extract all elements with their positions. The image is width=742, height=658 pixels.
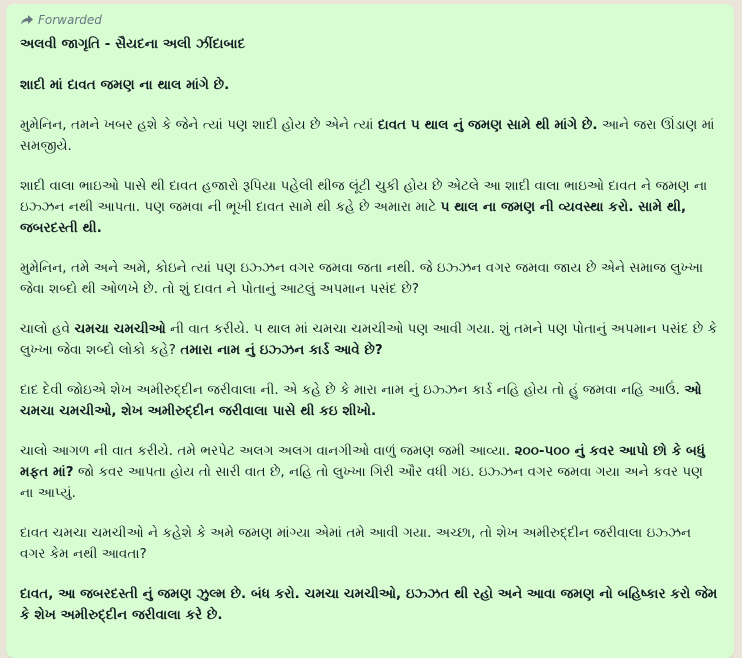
forwarded-indicator	[20, 12, 720, 28]
paragraph-8: દાવત ચમચા ચમચીઓ ને કહેશે કે અમે જમણ માંગ્યા એમાં તમે આવી ગયા. અચ્છા, તો શેખ અમીરુદ્દીન જરીવાલા ઇઝ્ઝન વગર કેમ નથી આવતા?	[20, 526, 692, 562]
paragraph-1: શાદી માં દાવત જમણ ના થાલ માંગે છે.	[20, 78, 230, 93]
forwarded-label: Forwarded	[38, 13, 102, 27]
message-text	[20, 34, 720, 626]
paragraph-5: ચાલો હવે ચમચા ચમચીઓ ની વાત કરીયે. ૫ થાલ માં ચમચા ચમચીઓ પણ આવી ગયા. શું તમને પણ પોતાનું અપમાન પસંદ છે કે લુખ્ખા જેવા શબ્દો લોકો કહે? તમારા નામ નું ઇઝ્ઝન કાર્ડ આવે છે?	[20, 322, 718, 358]
paragraph-4: મુમેનિન, તમે અને અમે, કોઇને ત્યાં પણ ઇઝ્ઝન વગર જમવા જતા નથી. જે ઇઝ્ઝન વગર જમવા જાય છે એને સમાજ લુખ્ખા જેવા શબ્દો થી ઓળખે છે. તો શું દાવત ને પોતાનું આટલું અપમાન પસંદ છે?	[20, 261, 704, 297]
forward-arrow-icon	[20, 14, 34, 26]
paragraph-3: શાદી વાલા ભાઇઓ પાસે થી દાવત હજારો રૂપિયા પહેલી થીજ લૂંટી ચુકી હોય છે એટલે આ શાદી વાલા ભાઇઓ દાવત ને જમણ ના ઇઝ્ઝન નથી આપતા. પણ જમવા ની ભૂખી દાવત સામે થી કહે છે અમારા માટે ૫ થાલ ના જમણ ની વ્યવસ્થા કરો. સામે થી, જબરદસ્તી થી.	[20, 179, 708, 236]
paragraph-6: દાદ દેવી જોઇએ શેખ અમીરુદ્દીન જરીવાલા ની. એ કહે છે કે મારા નામ નું ઇઝ્ઝન કાર્ડ નહિ હોય તો હું જમવા નહિ આઉં. ઓ ચમચા ચમચીઓ, શેખ અમીરુદ્દીન જરીવાલા પાસે થી કઇ શીખો.	[20, 383, 702, 419]
paragraph-9: દાવત, આ જબરદસ્તી નું જમણ ઝુલ્મ છે. બંધ કરો. ચમચા ચમચીઓ, ઇઝ્ઝત થી રહો અને આવા જમણ નો બહિષ્કાર કરો જેમ કે શેખ અમીરુદ્દીન જરીવાલા કરે છે.	[20, 587, 718, 623]
message-title: અલવી જાગૃતિ - સૈયદના અલી ઝીંદાબાદ	[20, 37, 246, 52]
paragraph-7: ચાલો આગળ ની વાત કરીયે. તમે ભરપેટ અલગ અલગ વાનગીઓ વાળું જમણ જમી આવ્યા. ૨૦૦-૫૦૦ નું કવર આપો છો કે બધું મફત માં? જો કવર આપતા હોય તો સારી વાત છે, નહિ તો લુખ્ખા ગિરી ઔર વધી ગઇ. ઇઝ્ઝન વગર જમવા ગયા અને કવર પણ ના આપ્યું.	[20, 444, 706, 501]
message-bubble[interactable]	[6, 4, 734, 658]
paragraph-2: મુમેનિન, તમને ખબર હશે કે જેને ત્યાં પણ શાદી હોય છે એને ત્યાં દાવત ૫ થાલ નું જમણ સામે થી માંગે છે. આને જરા ઊંડાણ માં સમજીયે.	[20, 118, 715, 154]
